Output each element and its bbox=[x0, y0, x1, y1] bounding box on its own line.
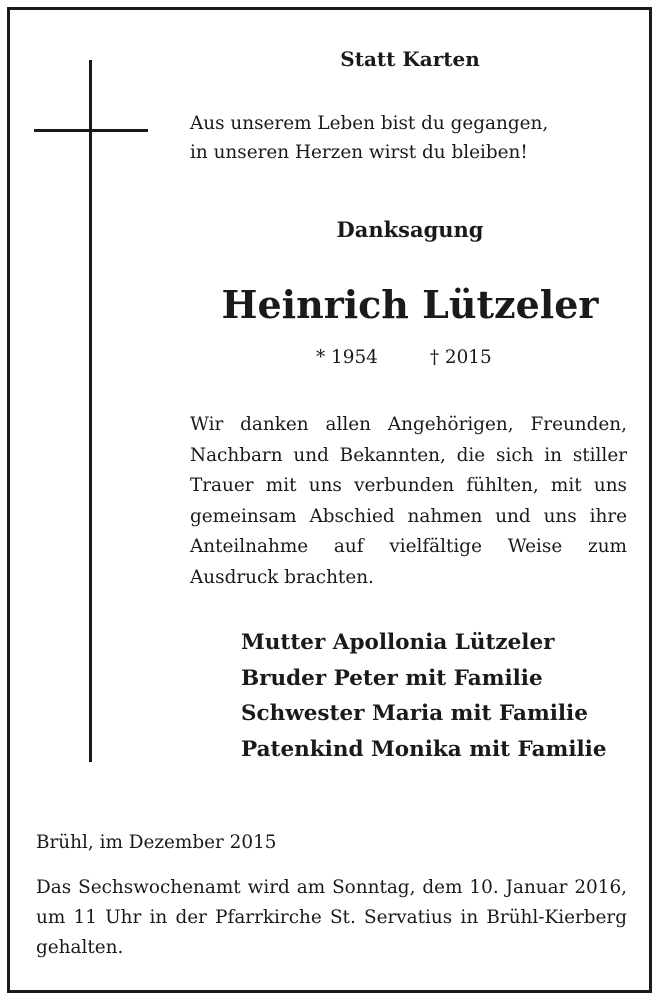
signature-line: Mutter Apollonia Lützeler bbox=[241, 630, 555, 655]
signature-list bbox=[241, 625, 607, 767]
place-date: Brühl, im Dezember 2015 bbox=[36, 832, 277, 853]
memorial-verse bbox=[190, 109, 630, 167]
life-dates bbox=[316, 345, 492, 371]
signature-line: Bruder Peter mit Familie bbox=[241, 665, 543, 691]
thanks-heading: Danksagung bbox=[336, 217, 484, 242]
cross-vertical-bar bbox=[89, 60, 92, 762]
verse-line-2: in unseren Herzen wirst du bleiben! bbox=[190, 142, 528, 163]
memorial-mass-notice: Das Sechswochenamt wird am Sonntag, dem 10. Januar 2016, um 11 Uhr in der Pfarrkirche St. Servatius in Brühl-Kierberg gehalten. bbox=[36, 877, 627, 958]
signature-line: Schwester Maria mit Familie bbox=[241, 701, 588, 726]
thanks-paragraph: Wir danken allen Angehörigen, Freunden, Nachbarn und Bekannten, die sich in stiller Trauer mit uns verbunden fühlten, mit uns gemeinsam Abschied nahmen und uns ihre Anteilnahme auf vielfältige Weise zum Ausdruck brachten. bbox=[190, 414, 627, 588]
verse-line-1: Aus unserem Leben bist du gegangen, bbox=[190, 113, 549, 134]
cross-horizontal-bar bbox=[34, 129, 148, 132]
signature-line: Patenkind Monika mit Familie bbox=[241, 736, 607, 762]
header-title: Statt Karten bbox=[340, 47, 480, 71]
birth-year: * 1954 bbox=[316, 347, 378, 368]
deceased-name: Heinrich Lützeler bbox=[221, 282, 599, 327]
death-year: † 2015 bbox=[429, 347, 492, 368]
